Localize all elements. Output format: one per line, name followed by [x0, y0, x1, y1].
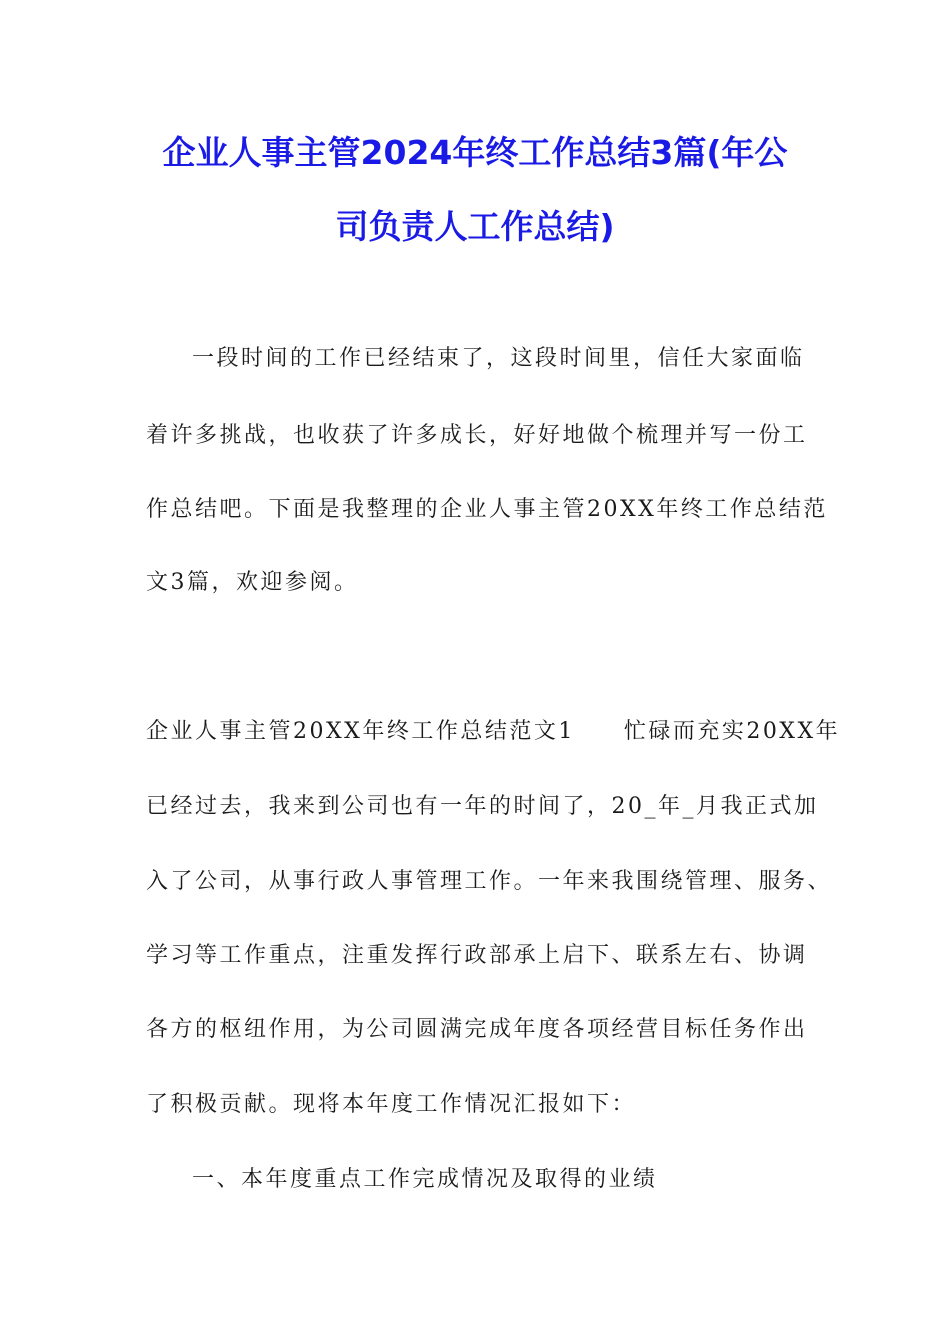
- intro-paragraph-line: 文3篇，欢迎参阅。: [146, 570, 359, 595]
- document-title-line-2: 司负责人工作总结): [335, 207, 615, 246]
- section-paragraph-line: 各方的枢纽作用，为公司圆满完成年度各项经营目标任务作出: [146, 1017, 808, 1042]
- document-title-line-1: 企业人事主管2024年终工作总结3篇(年公: [162, 133, 788, 172]
- section-paragraph-line: 企业人事主管20XX年终工作总结范文1 忙碌而充实20XX年: [146, 719, 841, 744]
- section-heading: 一、本年度重点工作完成情况及取得的业绩: [192, 1167, 658, 1192]
- intro-paragraph-line: 作总结吧。下面是我整理的企业人事主管20XX年终工作总结范: [146, 497, 828, 522]
- section-paragraph-line: 入了公司，从事行政人事管理工作。一年来我围绕管理、服务、: [146, 869, 833, 894]
- section-paragraph-line: 学习等工作重点，注重发挥行政部承上启下、联系左右、协调: [146, 943, 808, 968]
- intro-paragraph-line: 着许多挑战，也收获了许多成长，好好地做个梳理并写一份工: [146, 423, 808, 448]
- intro-paragraph-line: 一段时间的工作已经结束了，这段时间里，信任大家面临: [192, 346, 805, 371]
- section-paragraph-line: 了积极贡献。现将本年度工作情况汇报如下：: [146, 1092, 637, 1117]
- section-paragraph-line: 已经过去，我来到公司也有一年的时间了，20_年_月我正式加: [146, 794, 819, 819]
